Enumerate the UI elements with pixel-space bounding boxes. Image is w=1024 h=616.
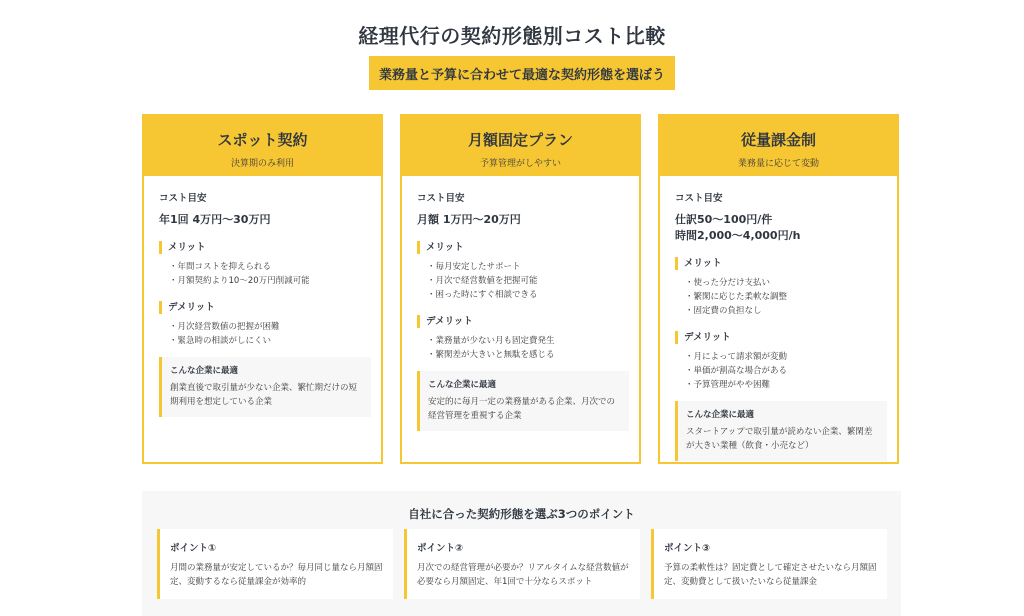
demerit-item: ・月次経営数値の把握が困難: [169, 322, 280, 332]
subtitle-banner: 業務量と予算に合わせて最適な契約形態を選ぼう: [369, 56, 675, 90]
cost-label: コスト目安: [417, 193, 465, 204]
demerit-label: デメリット: [675, 331, 883, 344]
plan-card-header: [144, 116, 381, 176]
merit-list: [417, 260, 625, 302]
plan-name: スポット契約: [217, 131, 308, 149]
best-fit-text: 安定的に毎月一定の業務量がある企業、月次での経営管理を重視する企業: [428, 397, 616, 421]
plan-name: 月額固定プラン: [467, 131, 573, 149]
merit-list: [159, 260, 367, 288]
demerit-item: ・単価が割高な場合がある: [685, 366, 788, 376]
point-card: [404, 529, 640, 599]
point-text: 月次での経営管理が必要か？リアルタイムな経営数値が必要なら月額固定、年1回で十分ならスポット: [417, 563, 629, 587]
demerit-list: [159, 320, 367, 348]
demerit-list: [675, 350, 883, 392]
point-label: ポイント③: [664, 543, 711, 554]
best-fit-label: こんな企業に最適: [428, 380, 497, 390]
merit-item: ・使った分だけ支払い: [685, 278, 771, 288]
cost-label: コスト目安: [675, 193, 723, 204]
demerit-item: ・業務量が少ない月も固定費発生: [427, 336, 555, 346]
merit-item: ・年間コストを抑えられる: [169, 262, 272, 272]
cost-line: 年1回 4万円〜30万円: [159, 213, 271, 226]
merit-label: メリット: [417, 241, 625, 254]
cost-line: 仕訳50〜100円/件: [675, 213, 773, 226]
demerit-item: ・月によって請求額が変動: [685, 352, 788, 362]
cost-value: [417, 212, 625, 228]
page-title: 経理代行の契約形態別コスト比較: [358, 24, 666, 48]
merit-item: ・毎月安定したサポート: [427, 262, 521, 272]
points-section: [142, 491, 901, 616]
plan-card-header: [402, 116, 639, 176]
best-fit-text: スタートアップで取引量が読めない企業、繁閑差が大きい業種（飲食・小売など）: [686, 427, 873, 451]
merit-item: ・固定費の負担なし: [685, 306, 762, 316]
merit-item: ・困った時にすぐ相談できる: [427, 290, 538, 300]
best-fit-box: [417, 371, 629, 431]
plan-tagline: 予算管理がしやすい: [479, 159, 561, 169]
points-title: 自社に合った契約形態を選ぶ3つのポイント: [408, 507, 635, 521]
point-card: [157, 529, 393, 599]
cost-value: [159, 212, 367, 228]
point-label: ポイント①: [170, 543, 217, 554]
demerit-list: [417, 334, 625, 362]
point-card: [651, 529, 887, 599]
plan-card-spot: [142, 114, 383, 464]
merit-label: メリット: [159, 241, 367, 254]
demerit-label: デメリット: [159, 301, 367, 314]
demerit-item: ・予算管理がやや困難: [685, 380, 771, 390]
point-label: ポイント②: [417, 543, 464, 554]
cost-label: コスト目安: [159, 193, 207, 204]
cost-line: 時間2,000〜4,000円/h: [675, 229, 801, 242]
plan-card-header: [660, 116, 897, 176]
demerit-item: ・繁閑差が大きいと無駄を感じる: [427, 350, 555, 360]
plan-tagline: 決算期のみ利用: [230, 159, 294, 169]
best-fit-box: [675, 401, 887, 461]
merit-list: [675, 276, 883, 318]
point-text: 予算の柔軟性は？固定費として確定させたいなら月額固定、変動費として扱いたいなら従量課金: [664, 563, 877, 587]
merit-label: メリット: [675, 257, 883, 270]
best-fit-label: こんな企業に最適: [170, 366, 239, 376]
merit-item: ・月次で経営数値を把握可能: [427, 276, 538, 286]
demerit-item: ・緊急時の相談がしにくい: [169, 336, 272, 346]
plan-tagline: 業務量に応じて変動: [737, 159, 819, 169]
merit-item: ・繁閑に応じた柔軟な調整: [685, 292, 788, 302]
demerit-label: デメリット: [417, 315, 625, 328]
best-fit-label: こんな企業に最適: [686, 410, 755, 420]
best-fit-box: [159, 357, 371, 417]
plan-card-usage-based: [658, 114, 899, 464]
plan-card-monthly: [400, 114, 641, 464]
plan-name: 従量課金制: [740, 131, 816, 149]
merit-item: ・月額契約より10〜20万円削減可能: [169, 276, 310, 286]
plan-cards: [142, 114, 901, 466]
cost-value: [675, 212, 883, 244]
cost-line: 月額 1万円〜20万円: [417, 213, 521, 226]
point-text: 月間の業務量が安定しているか？毎月同じ量なら月額固定、変動するなら従量課金が効率的: [170, 563, 383, 587]
best-fit-text: 創業直後で取引量が少ない企業、繁忙期だけの短期利用を想定している企業: [170, 383, 358, 407]
